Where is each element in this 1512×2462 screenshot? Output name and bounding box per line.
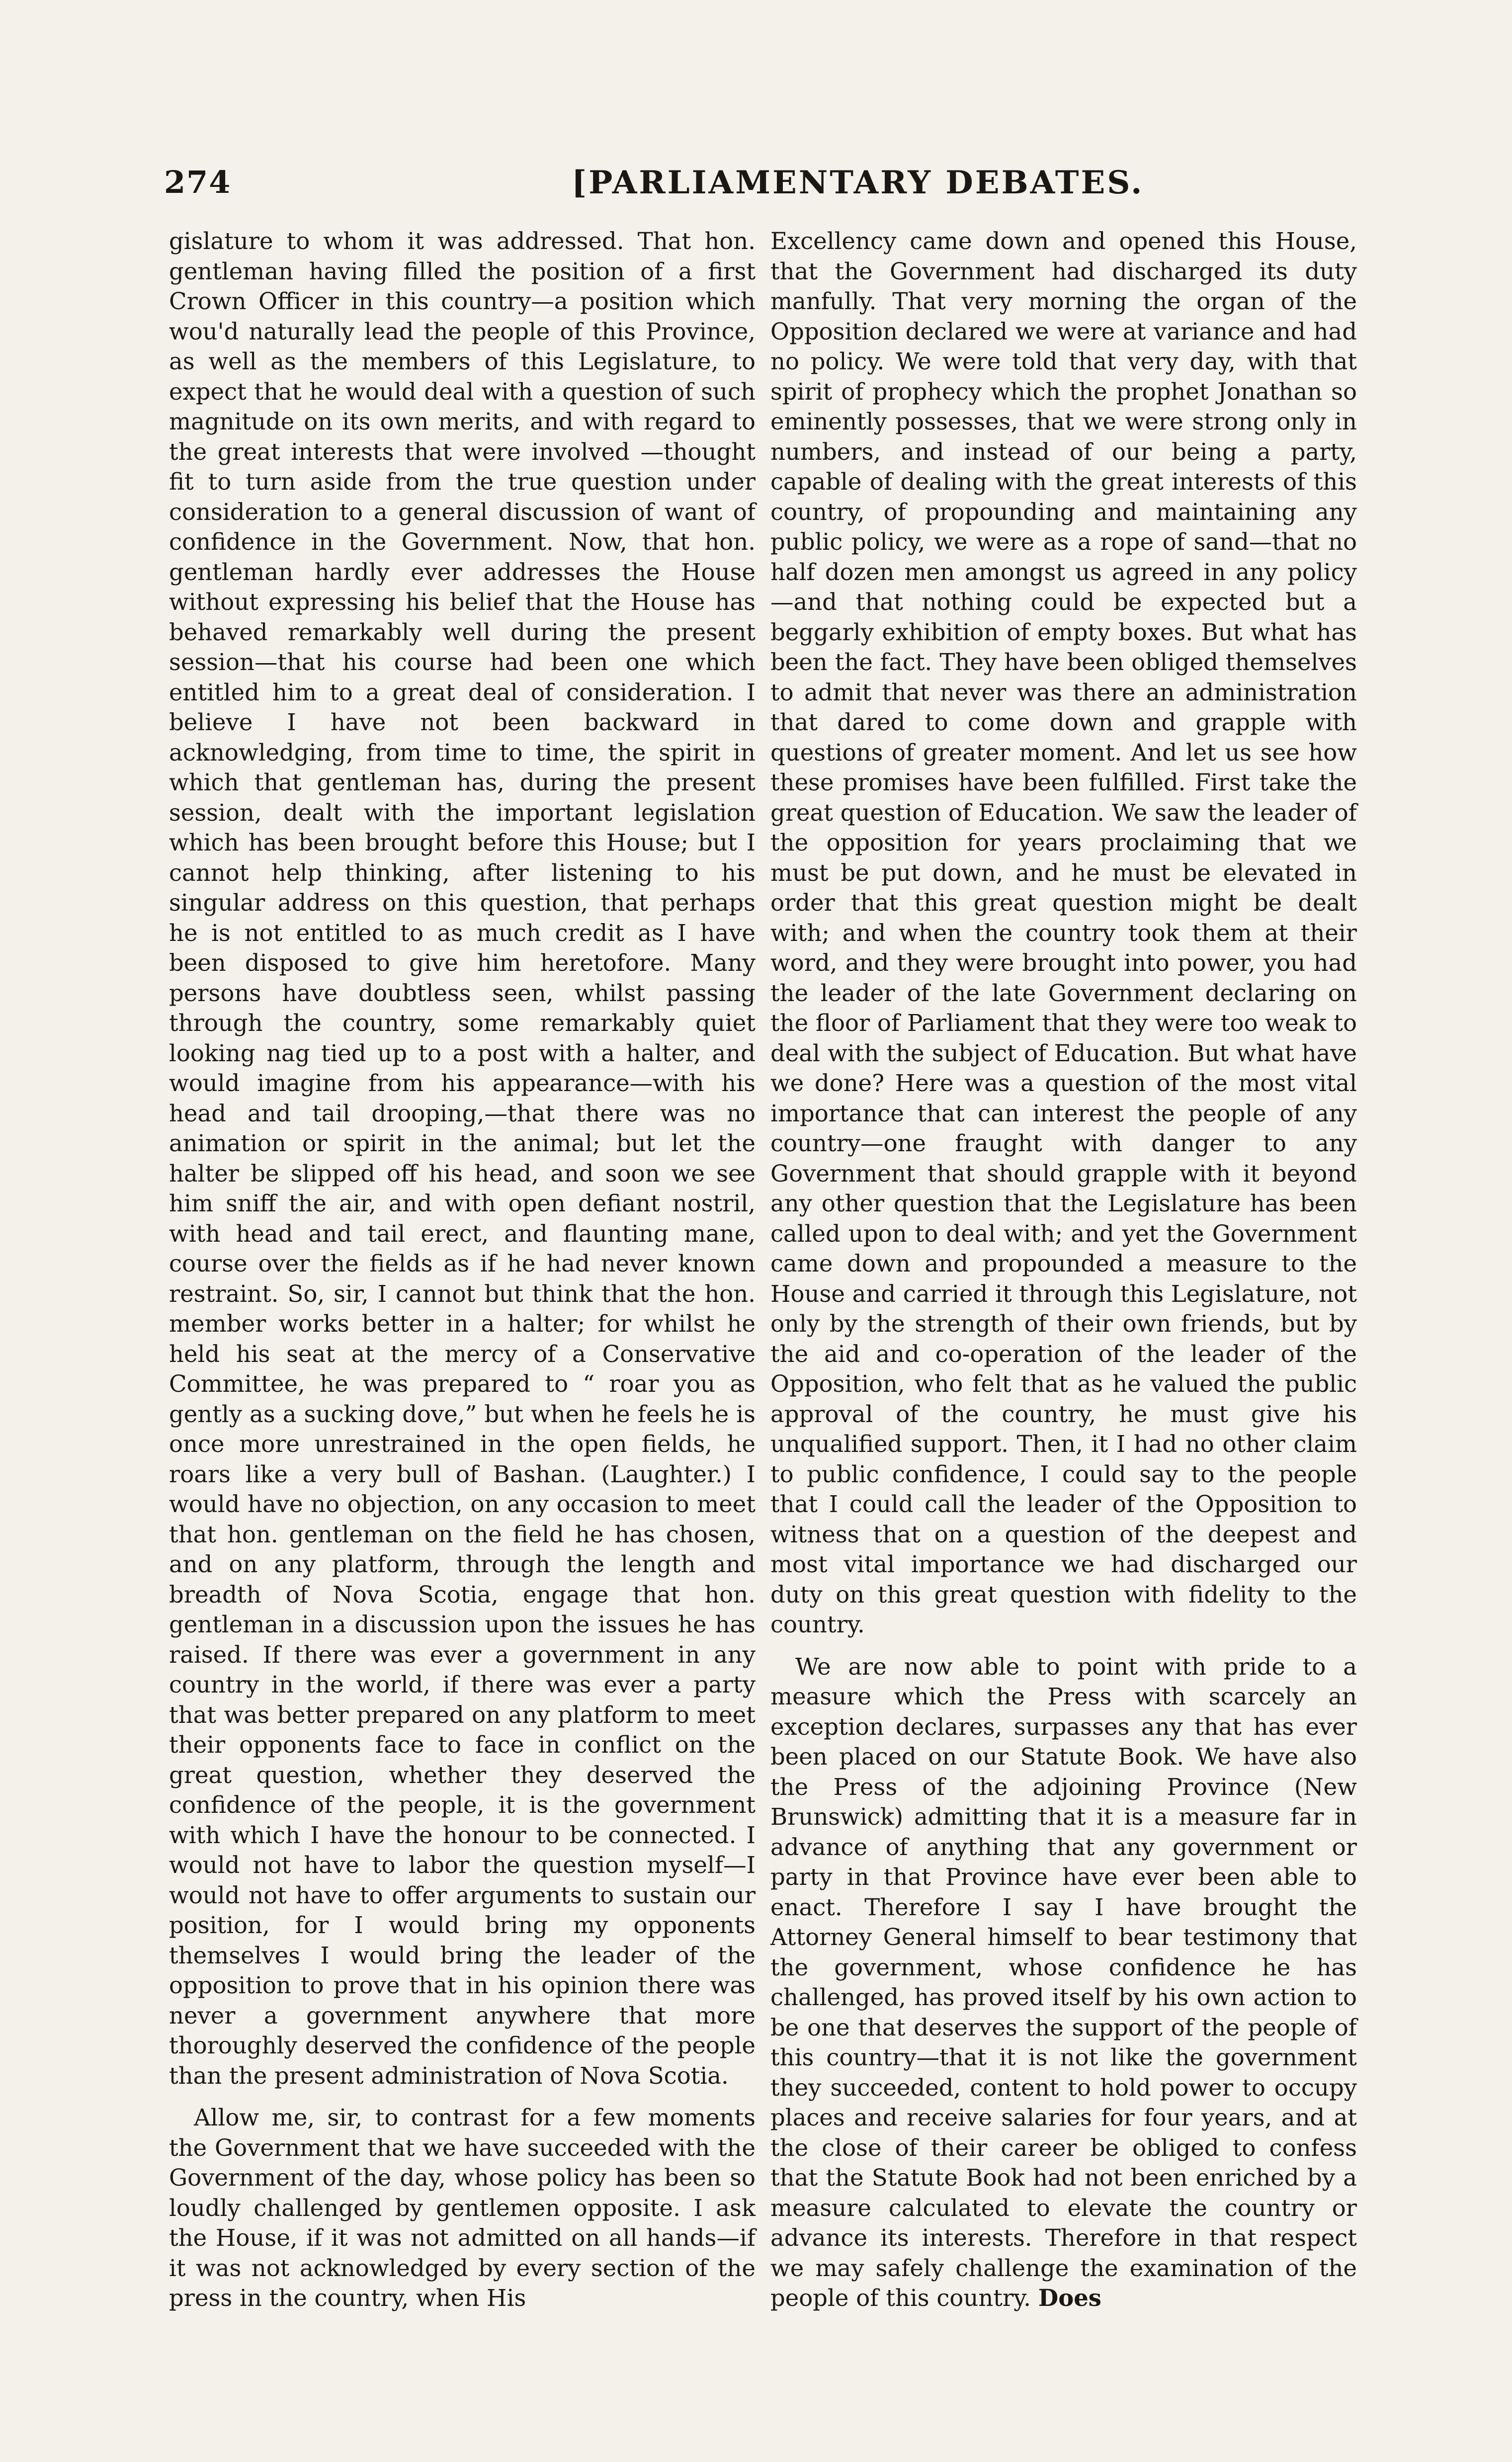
page-header <box>164 164 1367 209</box>
left-paragraph-2: Allow me, sir, to contrast for a few moments the Government that we have succeeded with the Government of the day, whose policy has been so loudly challenged by gentlemen opposite. I ask the House, if it was not admitted on all hands—if it was not acknowledged by every section of the press in the country, when His <box>169 2104 756 2311</box>
left-paragraph-1: gislature to whom it was addressed. That hon. gentleman having filled the position of a first Crown Officer in this country—a position which wou'd naturally lead the people of this Province, as well as the members of this Legislature, to expect that he would deal with a question of such magnitude on its own merits, and with regard to the great interests that were involved —thought fit to turn aside from the true question under consideration to a general discussion of want of confidence in the Government. Now, that hon. gentleman hardly ever addresses the House without expressing his belief that the House has behaved remarkably well during the present session—that his course had been one which entitled him to a great deal of consideration. I believe I have not been backward in acknowledging, from time to time, the spirit in which that gentleman has, during the present session, dealt with the important legislation which has been brought before this House; but I cannot help thinking, after listening to his singular address on this question, that perhaps he is not entitled to as much credit as I have been disposed to give him heretofore. Many persons have doubtless seen, whilst passing through the country, some remarkably quiet looking nag tied up to a post with a halter, and would imagine from his appearance—with his head and tail drooping,—that there was no animation or spirit in the animal; but let the halter be slipped off his head, and soon we see him sniff the air, and with open defiant nostril, with head and tail erect, and flaunting mane, course over the fields as if he had never known restraint. So, sir, I cannot but think that the hon. member works better in a halter; for whilst he held his seat at the mercy of a Conservative Committee, he was prepared to “ roar you as gently as a sucking dove,” but when he feels he is once more unrestrained in the open fields, he roars like a very bull of Bashan. (Laughter.) I would have no objection, on any occasion to meet that hon. gentleman on the field he has chosen, and on any platform, through the length and breadth of Nova Scotia, engage that hon. gentleman in a discussion upon the issues he has raised. If there was ever a government in any country in the world, if there was ever a party that was better prepared on any platform to meet their opponents face to face in conflict on the great question, whether they deserved the confidence of the people, it is the government with which I have the honour to be connected. I would not have to labor the question myself—I would not have to offer arguments to sustain our position, for I would bring my opponents themselves I would bring the leader of the opposition to prove that in his opinion there was never a government anywhere that more thoroughly deserved the confidence of the people than the present administration of Nova Scotia. <box>169 228 756 2089</box>
right-paragraph-1: Excellency came down and opened this House, that the Government had discharged its duty manfully. That very morning the organ of the Opposition declared we were at variance and had no policy. We were told that very day, with that spirit of prophecy which the prophet Jonathan so eminently possesses, that we were strong only in numbers, and instead of our being a party, capable of dealing with the great interests of this country, of propounding and maintaining any public policy, we were as a rope of sand—that no half dozen men amongst us agreed in any policy—and that nothing could be expected but a beggarly exhibition of empty boxes. But what has been the fact. They have been obliged themselves to admit that never was there an administration that dared to come down and grapple with questions of greater moment. And let us see how these promises have been fulfilled. First take the great question of Education. We saw the leader of the opposition for years proclaiming that we must be put down, and he must be elevated in order that this great question might be dealt with; and when the country took them at their word, and they were brought into power, you had the leader of the late Government declaring on the floor of Parliament that they were too weak to deal with the subject of Education. But what have we done? Here was a question of the most vital importance that can interest the people of any country—one fraught with danger to any Government that should grapple with it beyond any other question that the Legislature has been called upon to deal with; and yet the Government came down and propounded a measure to the House and carried it through this Legislature, not only by the strength of their own friends, but by the aid and co-operation of the leader of the Opposition, who felt that as he valued the public approval of the country, he must give his unqualified support. Then, it I had no other claim to public confidence, I could say to the people that I could call the leader of the Opposition to witness that on a question of the deepest and most vital importance we had discharged our duty on this great question with fidelity to the country. <box>770 228 1357 1638</box>
running-title: [PARLIAMENTARY DEBATES. <box>572 164 1144 201</box>
right-column <box>770 226 1357 2313</box>
left-column <box>169 226 756 2313</box>
page-number: 274 <box>164 164 232 200</box>
right-paragraph-2 <box>770 1652 1357 2313</box>
right-paragraph-2-text: We are now able to point with pride to a measure which the Press with scarcely an exception declares, surpasses any that has ever been placed on our Statute Book. We have also the Press of the adjoining Province (New Brunswick) admitting that it is a measure far in advance of anything that any government or party in that Province have ever been able to enact. Therefore I say I have brought the Attorney General himself to bear testimony that the government, whose confidence he has challenged, has proved itself by his own action to be one that deserves the support of the people of this country—that it is not like the government they succeeded, content to hold power to occupy places and receive salaries for four years, and at the close of their career be obliged to confess that the Statute Book had not been enriched by a measure calculated to elevate the country or advance its interests. Therefore in that respect we may safely challenge the examination of the people of this country. <box>770 1653 1357 2311</box>
right-paragraph-2-tail: Does <box>1038 2284 1101 2311</box>
